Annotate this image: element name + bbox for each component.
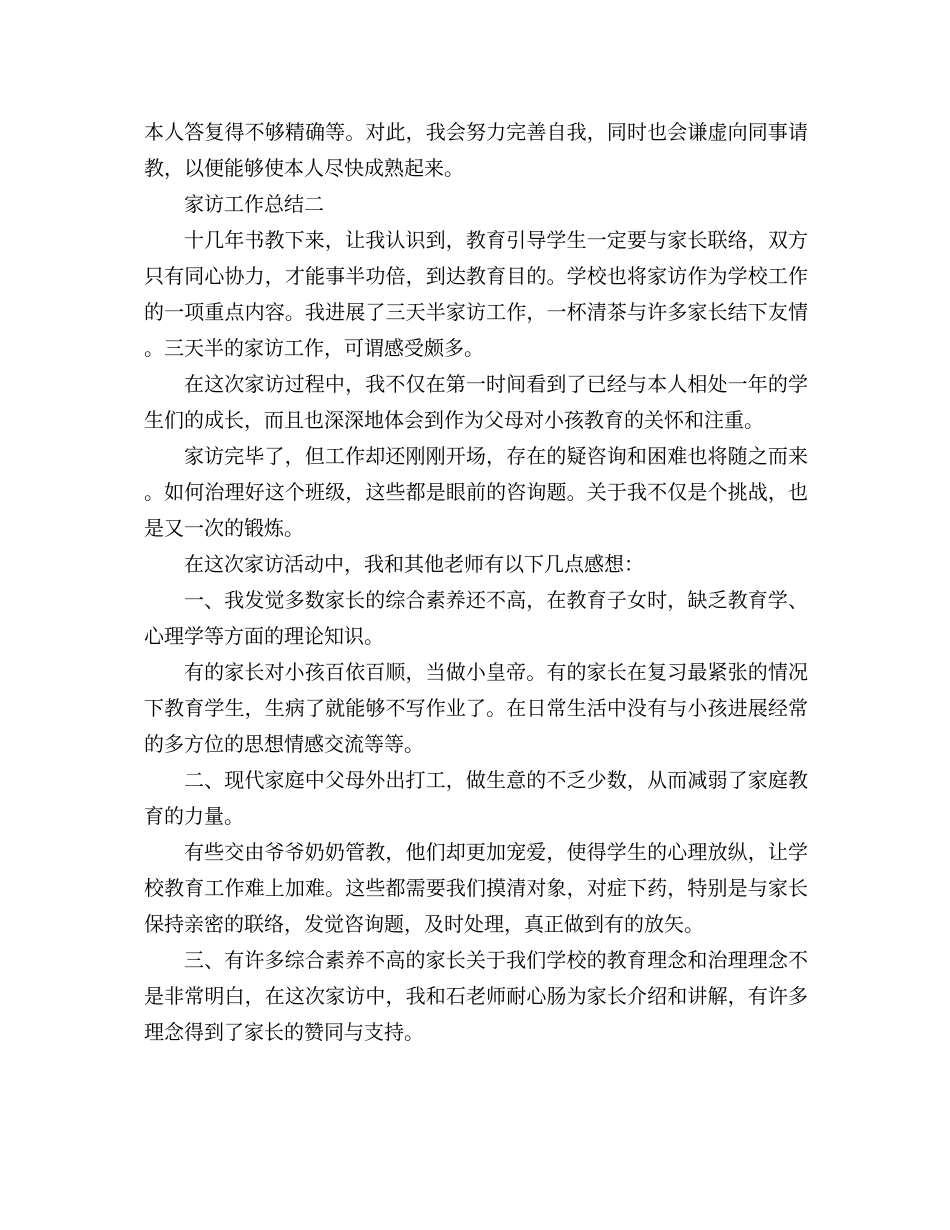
paragraph-point-two: 二、现代家庭中父母外出打工，做生意的不乏少数，从而减弱了家庭教育的力量。	[144, 768, 808, 828]
paragraph-process: 在这次家访过程中，我不仅在第一时间看到了已经与本人相处一年的学生们的成长，而且也深深地体会到作为父母对小孩教育的关怀和注重。	[144, 372, 808, 432]
paragraph-point-one-detail: 有的家长对小孩百依百顺，当做小皇帝。有的家长在复习最紧张的情况下教育学生，生病了就能够不写作业了。在日常生活中没有与小孩进展经常的多方位的思想情感交流等等。	[144, 660, 808, 756]
paragraph-intro: 十几年书教下来，让我认识到，教育引导学生一定要与家长联络，双方只有同心协力，才能事半功倍，到达教育目的。学校也将家访作为学校工作的一项重点内容。我进展了三天半家访工作，一杯清茶与许多家长结下友情。三天半的家访工作，可谓感受颇多。	[144, 228, 808, 360]
paragraph-point-two-detail: 有些交由爷爷奶奶管教，他们却更加宠爱，使得学生的心理放纵，让学校教育工作难上加难。这些都需要我们摸清对象，对症下药，特别是与家长保持亲密的联络，发觉咨询题，及时处理，真正做到有的放矢。	[144, 840, 808, 936]
section-heading: 家访工作总结二	[184, 192, 324, 216]
paragraph-point-three: 三、有许多综合素养不高的家长关于我们学校的教育理念和治理理念不是非常明白，在这次家访中，我和石老师耐心肠为家长介绍和讲解，有许多理念得到了家长的赞同与支持。	[144, 948, 808, 1044]
paragraph-continuation: 本人答复得不够精确等。对此，我会努力完善自我，同时也会谦虚向同事请教，以便能够使本人尽快成熟起来。	[144, 120, 808, 180]
document-page	[144, 114, 808, 1050]
paragraph-point-one: 一、我发觉多数家长的综合素养还不高，在教育子女时，缺乏教育学、心理学等方面的理论知识。	[144, 588, 808, 648]
paragraph-thoughts-intro: 在这次家访活动中，我和其他老师有以下几点感想：	[184, 552, 644, 576]
paragraph-challenge: 家访完毕了，但工作却还刚刚开场，存在的疑咨询和困难也将随之而来。如何治理好这个班级，这些都是眼前的咨询题。关于我不仅是个挑战，也是又一次的锻炼。	[144, 444, 808, 540]
